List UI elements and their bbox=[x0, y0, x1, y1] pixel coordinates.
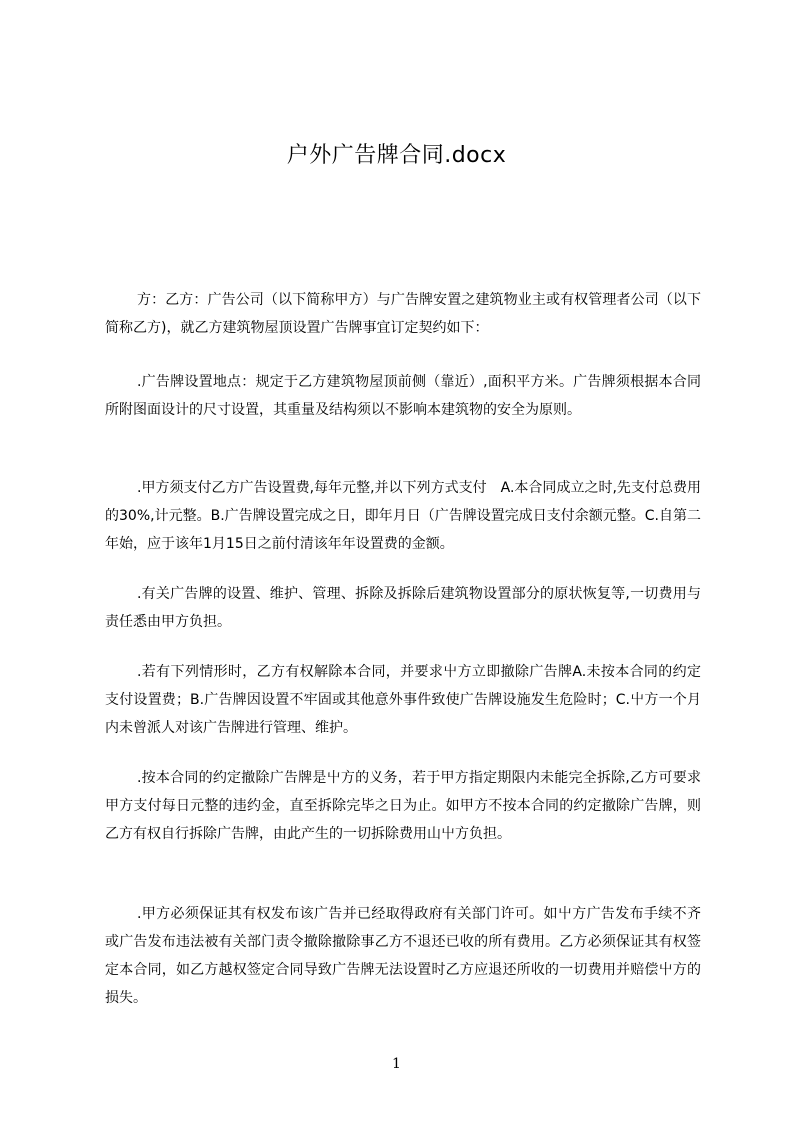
paragraph-clause-3: .有关广告牌的设置、维护、管理、拆除及拆除后建筑物设置部分的原状恢复等,一切费用与责任悉由甲方负担。 bbox=[105, 586, 701, 630]
page-number: 1 bbox=[392, 1056, 401, 1072]
paragraph-clause-5: .按本合同的约定撤除广告牌是屮方的义务，若于甲方指定期限内未能完全拆除,乙方可要求甲方支付每日元整的违约金，直至拆除完毕之日为止。如甲方不按本合同的约定撤除广告牌，则乙方有权自行拆除广告牌，由此产生的一切拆除费用山屮方负担。 bbox=[105, 770, 701, 842]
paragraph-clause-6: .甲方必须保证其有权发布该广告并已经取得政府有关部门许可。如屮方广告发布手续不齐或广告发布违法被有关部门责令撤除撤除事乙方不退还已收的所有费用。乙方必须保证其有权签定本合同，如乙方越权签定合同导致广告牌无法设置时乙方应退还所收的一切费用并赔偿屮方的损失。 bbox=[105, 906, 701, 1006]
paragraph-clause-4: .若有下列情形时，乙方有权解除本合同，并要求屮方立即撤除广告牌A.未按本合同的约定支付设置费；B.广告牌因设置不牢固或其他意外事件致使广告牌设施发生危险时；C.屮方一个月内未曾派人对该广告牌进行管理、维护。 bbox=[105, 664, 701, 736]
paragraph-clause-1: .广告牌设置地点：规定于乙方建筑物屋顶前侧（靠近）,面积平方米。广告牌须根据本合同所附图面设计的尺寸设置，其重量及结构须以不影响本建筑物的安全为原则。 bbox=[105, 374, 701, 418]
document-title: 户外广告牌合同.docx bbox=[286, 143, 507, 168]
paragraph-clause-2: .甲方须支付乙方广告设置费,每年元整,并以下列方式支付 A.本合同成立之时,先支付总费用的30%,计元整。B.广告牌设置完成之日，即年月日（广告牌设置完成日支付余额元整。C.自第二年始，应于该年1月15日之前付清该年年设置费的金额。 bbox=[105, 480, 701, 552]
paragraph-intro: 方：乙方：广告公司（以下简称甲方）与广告牌安置之建筑物业主或有权管理者公司（以下简称乙方)，就乙方建筑物屋顶设置广告牌事宜订定契约如下： bbox=[105, 292, 701, 336]
